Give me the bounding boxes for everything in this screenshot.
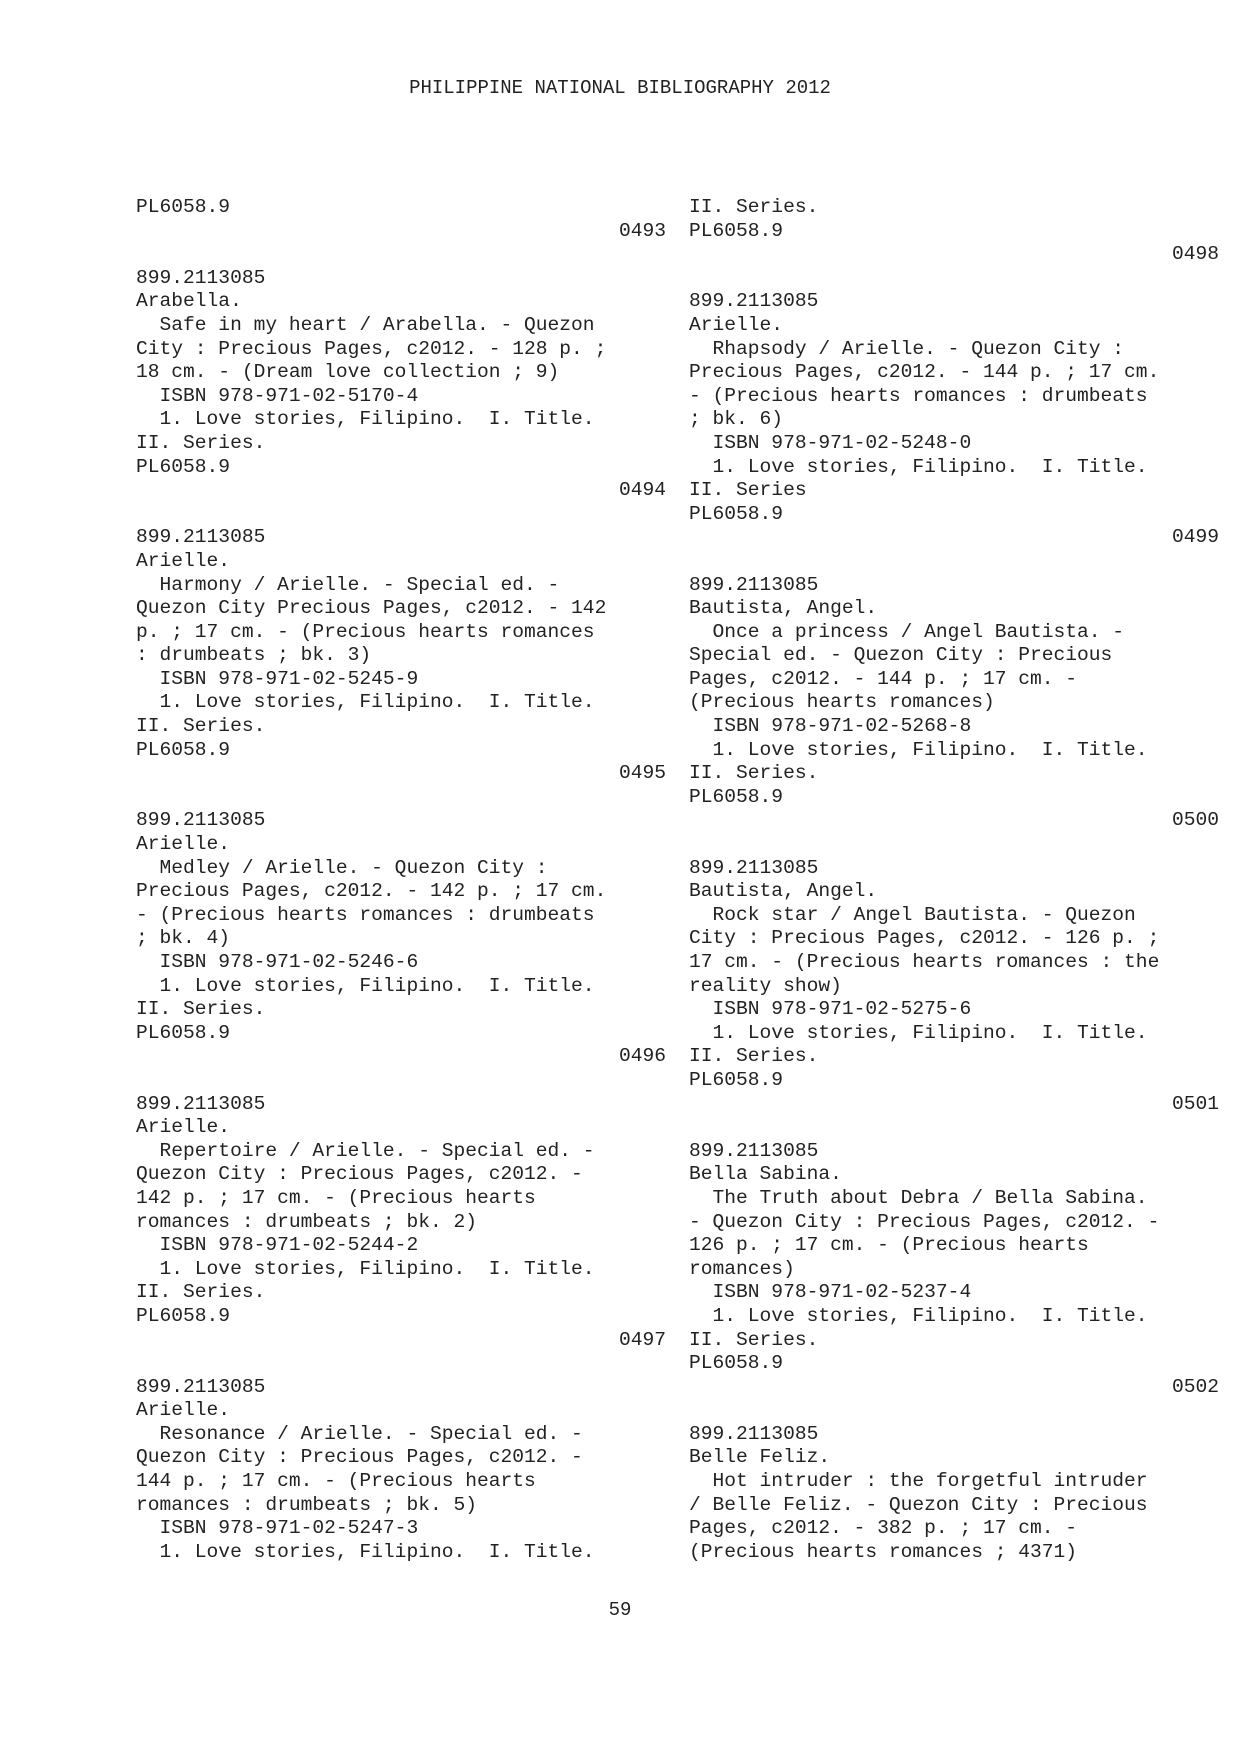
- bibliography-line: II. Series.: [136, 431, 266, 454]
- bibliography-line: [689, 833, 1219, 857]
- bibliography-line: : drumbeats ; bk. 3): [136, 644, 372, 667]
- bibliography-line: [689, 550, 1219, 574]
- bibliography-line: Medley / Arielle. - Quezon City :: [136, 856, 548, 879]
- bibliography-line: 1. Love stories, Filipino. I. Title.: [136, 691, 595, 714]
- bibliography-line: II. Series.: [136, 998, 266, 1021]
- entry-number: 0501: [1171, 1092, 1219, 1115]
- bibliography-line: 899.2113085: [689, 290, 819, 313]
- bibliography-line: ISBN 978-971-02-5247-3: [136, 1517, 419, 1540]
- bibliography-line: Harmony / Arielle. - Special ed. -: [136, 573, 560, 596]
- bibliography-line: ISBN 978-971-02-5275-6: [689, 998, 972, 1021]
- bibliography-line: 1. Love stories, Filipino. I. Title.: [689, 1021, 1148, 1044]
- bibliography-line: ISBN 978-971-02-5245-9: [136, 667, 419, 690]
- bibliography-line: ISBN 978-971-02-5246-6: [136, 951, 419, 973]
- bibliography-line: [136, 503, 666, 527]
- bibliography-line: Quezon City : Precious Pages, c2012. -: [136, 1446, 583, 1469]
- bibliography-line: PL6058.9: [136, 1304, 231, 1327]
- bibliography-line: 1. Love stories, Filipino. I. Title.: [136, 1257, 595, 1280]
- bibliography-line: 126 p. ; 17 cm. - (Precious hearts: [689, 1234, 1089, 1257]
- bibliography-line: 144 p. ; 17 cm. - (Precious hearts: [136, 1470, 536, 1493]
- bibliography-line: reality show): [689, 974, 842, 997]
- bibliography-line: Rhapsody / Arielle. - Quezon City :: [689, 337, 1125, 360]
- bibliography-line: ISBN 978-971-02-5248-0: [689, 431, 972, 454]
- bibliography-line: II. Series.: [689, 1045, 819, 1068]
- bibliography-line: [689, 267, 1219, 291]
- bibliography-line: romances : drumbeats ; bk. 5): [136, 1493, 477, 1516]
- bibliography-line: - (Precious hearts romances : drumbeats: [689, 384, 1148, 407]
- bibliography-line: PL6058.9: [136, 1021, 231, 1044]
- bibliography-line: PL6058.9: [136, 196, 231, 218]
- bibliography-line: / Belle Feliz. - Quezon City : Precious: [689, 1493, 1148, 1516]
- bibliography-line: [689, 1399, 1219, 1423]
- bibliography-line: ; bk. 4): [136, 927, 231, 950]
- bibliography-line: 899.2113085: [689, 1139, 819, 1162]
- bibliography-line: [136, 1069, 666, 1093]
- bibliography-line: 899.2113085: [136, 1092, 266, 1115]
- entry-number: 0495: [618, 762, 666, 785]
- entry-number: 0500: [1171, 809, 1219, 832]
- bibliography-line: 1. Love stories, Filipino. I. Title.: [689, 738, 1148, 761]
- bibliography-line: - Quezon City : Precious Pages, c2012. -: [689, 1210, 1160, 1233]
- bibliography-line: 18 cm. - (Dream love collection ; 9): [136, 361, 560, 384]
- bibliography-line: Rock star / Angel Bautista. - Quezon: [689, 903, 1136, 926]
- bibliography-line: 1. Love stories, Filipino. I. Title.: [136, 408, 595, 431]
- bibliography-line: Quezon City Precious Pages, c2012. - 142: [136, 597, 607, 620]
- bibliography-line: PL6058.9: [689, 1068, 784, 1091]
- entry-number: 0502: [1171, 1375, 1219, 1398]
- bibliography-line: PL6058.9: [689, 219, 784, 242]
- bibliography-line: ; bk. 6): [689, 408, 784, 431]
- bibliography-line: 899.2113085: [689, 573, 819, 596]
- bibliography-line: PL6058.9: [689, 785, 784, 808]
- entry-number: 0496: [618, 1045, 666, 1068]
- bibliography-line: Pages, c2012. - 382 p. ; 17 cm. -: [689, 1517, 1078, 1540]
- bibliography-line: Hot intruder : the forgetful intruder: [689, 1470, 1148, 1493]
- entry-number: 0494: [618, 479, 666, 502]
- bibliography-line: romances): [689, 1257, 795, 1280]
- bibliography-line: II. Series: [689, 479, 807, 502]
- bibliography-line: ISBN 978-971-02-5244-2: [136, 1234, 419, 1257]
- entry-number: 0493: [618, 219, 666, 242]
- bibliography-line: Resonance / Arielle. - Special ed. -: [136, 1422, 583, 1445]
- bibliography-line: PL6058.9: [689, 502, 784, 525]
- bibliography-line: Quezon City : Precious Pages, c2012. -: [136, 1163, 583, 1186]
- bibliography-line: The Truth about Debra / Bella Sabina.: [689, 1186, 1148, 1209]
- bibliography-line: Bautista, Angel.: [689, 597, 878, 620]
- bibliography-line: Safe in my heart / Arabella. - Quezon: [136, 313, 595, 336]
- bibliography-line: Pages, c2012. - 144 p. ; 17 cm. -: [689, 667, 1078, 690]
- bibliography-line: p. ; 17 cm. - (Precious hearts romances: [136, 620, 595, 643]
- bibliography-line: 899.2113085: [689, 856, 819, 879]
- bibliography-line: [136, 786, 666, 810]
- entry-number: 0498: [1171, 243, 1219, 266]
- bibliography-line: 899.2113085: [136, 809, 266, 832]
- bibliography-line: Precious Pages, c2012. - 144 p. ; 17 cm.: [689, 361, 1160, 384]
- bibliography-line: Bella Sabina.: [689, 1163, 842, 1186]
- bibliography-line: (Precious hearts romances ; 4371): [689, 1540, 1078, 1563]
- bibliography-line: [689, 1116, 1219, 1140]
- bibliography-line: Arielle.: [136, 1399, 231, 1422]
- bibliography-line: II. Series.: [136, 1281, 266, 1304]
- bibliography-line: 142 p. ; 17 cm. - (Precious hearts: [136, 1186, 536, 1209]
- right-column: [689, 196, 1219, 1564]
- bibliography-line: II. Series.: [689, 1328, 819, 1351]
- bibliography-line: 899.2113085: [136, 266, 266, 289]
- bibliography-line: City : Precious Pages, c2012. - 126 p. ;: [689, 927, 1160, 950]
- bibliography-line: ISBN 978-971-02-5170-4: [136, 384, 419, 407]
- bibliography-line: romances : drumbeats ; bk. 2): [136, 1210, 477, 1233]
- page-header: PHILIPPINE NATIONAL BIBLIOGRAPHY 2012: [409, 77, 831, 99]
- bibliography-line: 1. Love stories, Filipino. I. Title.: [689, 1304, 1148, 1327]
- bibliography-line: Arielle.: [689, 313, 784, 336]
- bibliography-line: PL6058.9: [136, 455, 231, 478]
- left-column: [136, 196, 666, 1564]
- bibliography-line: Arielle.: [136, 833, 231, 856]
- bibliography-line: 899.2113085: [136, 526, 266, 549]
- bibliography-line: II. Series.: [136, 715, 266, 738]
- bibliography-line: II. Series.: [689, 196, 819, 218]
- bibliography-line: ISBN 978-971-02-5268-8: [689, 715, 972, 738]
- bibliography-line: - (Precious hearts romances : drumbeats: [136, 903, 595, 926]
- bibliography-line: 1. Love stories, Filipino. I. Title.: [136, 974, 595, 997]
- bibliography-line: 1. Love stories, Filipino. I. Title.: [136, 1540, 595, 1563]
- bibliography-line: (Precious hearts romances): [689, 691, 995, 714]
- entry-number: 0499: [1171, 526, 1219, 549]
- bibliography-line: ISBN 978-971-02-5237-4: [689, 1281, 972, 1304]
- bibliography-line: Special ed. - Quezon City : Precious: [689, 644, 1113, 667]
- bibliography-line: Once a princess / Angel Bautista. -: [689, 620, 1125, 643]
- page-number: 59: [608, 1599, 632, 1621]
- bibliography-line: [136, 243, 666, 267]
- bibliography-line: Precious Pages, c2012. - 142 p. ; 17 cm.: [136, 880, 607, 903]
- bibliography-line: PL6058.9: [689, 1352, 784, 1375]
- bibliography-line: City : Precious Pages, c2012. - 128 p. ;: [136, 337, 607, 360]
- bibliography-line: 17 cm. - (Precious hearts romances : the: [689, 951, 1160, 973]
- bibliography-line: II. Series.: [689, 762, 819, 785]
- bibliography-line: Arielle.: [136, 1116, 231, 1139]
- bibliography-line: Bautista, Angel.: [689, 880, 878, 903]
- bibliography-line: Arielle.: [136, 549, 231, 572]
- bibliography-line: 899.2113085: [689, 1422, 819, 1445]
- bibliography-line: Belle Feliz.: [689, 1446, 831, 1469]
- entry-number: 0497: [618, 1328, 666, 1351]
- bibliography-line: Arabella.: [136, 290, 242, 313]
- bibliography-line: [136, 1352, 666, 1376]
- bibliography-line: 1. Love stories, Filipino. I. Title.: [689, 455, 1148, 478]
- bibliography-line: 899.2113085: [136, 1375, 266, 1398]
- bibliography-line: Repertoire / Arielle. - Special ed. -: [136, 1139, 595, 1162]
- bibliography-line: PL6058.9: [136, 738, 231, 761]
